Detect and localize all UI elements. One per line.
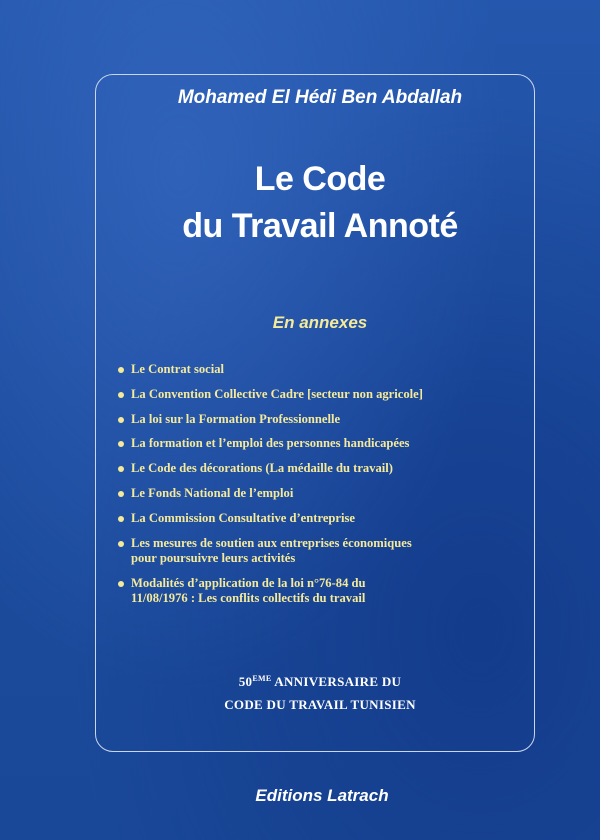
anniversary-line-2: CODE DU TRAVAIL TUNISIEN xyxy=(224,697,416,712)
bullet-icon xyxy=(118,367,124,373)
bullet-icon xyxy=(118,541,124,547)
annex-item-text: pour poursuivre leurs activités xyxy=(131,551,296,566)
bullet-icon xyxy=(118,441,124,447)
annex-item xyxy=(118,436,538,452)
annex-item-text: La Convention Collective Cadre [secteur non agricole] xyxy=(131,386,423,401)
bullet-icon xyxy=(118,466,124,472)
publisher-name: Editions Latrach xyxy=(255,786,389,805)
bullet-icon xyxy=(118,581,124,587)
annex-item-text: Le Fonds National de l’emploi xyxy=(131,485,294,500)
annex-item-text: 11/08/1976 : Les conflits collectifs du travail xyxy=(131,591,366,606)
bullet-icon xyxy=(118,392,124,398)
anniversary-line-1 xyxy=(20,674,600,690)
annexes-heading: En annexes xyxy=(272,313,368,332)
bullet-icon xyxy=(118,417,124,423)
annex-item-text: Le Code des décorations (La médaille du travail) xyxy=(131,461,394,476)
bullet-icon xyxy=(118,491,124,497)
annex-item xyxy=(118,362,538,378)
book-title-line-1: Le Code xyxy=(254,160,386,198)
annex-item-text: La loi sur la Formation Professionnelle xyxy=(131,411,341,426)
annex-item xyxy=(118,576,538,607)
author-name: Mohamed El Hédi Ben Abdallah xyxy=(177,87,463,108)
annex-item-text: La formation et l’emploi des personnes handicapées xyxy=(131,436,410,451)
annex-item-text: Modalités d’application de la loi n°76-84 du xyxy=(131,575,366,590)
annex-item-text: Les mesures de soutien aux entreprises économiques xyxy=(131,535,412,550)
annex-item xyxy=(118,536,538,567)
annex-item-text: Le Contrat social xyxy=(131,362,225,376)
book-title-line-2: du Travail Annoté xyxy=(182,207,458,245)
anniversary-ordinal: EME xyxy=(252,674,272,683)
bullet-icon xyxy=(118,516,124,522)
annex-item xyxy=(118,486,538,502)
annex-item xyxy=(118,387,538,403)
annex-item xyxy=(118,412,538,428)
anniversary-line-1-text: ANNIVERSAIRE DU xyxy=(271,674,402,689)
anniversary-number: 50 xyxy=(238,674,253,689)
annex-item xyxy=(118,511,538,527)
annex-item-text: La Commission Consultative d’entreprise xyxy=(131,510,356,525)
annex-item xyxy=(118,461,538,477)
annexes-list xyxy=(118,362,538,616)
